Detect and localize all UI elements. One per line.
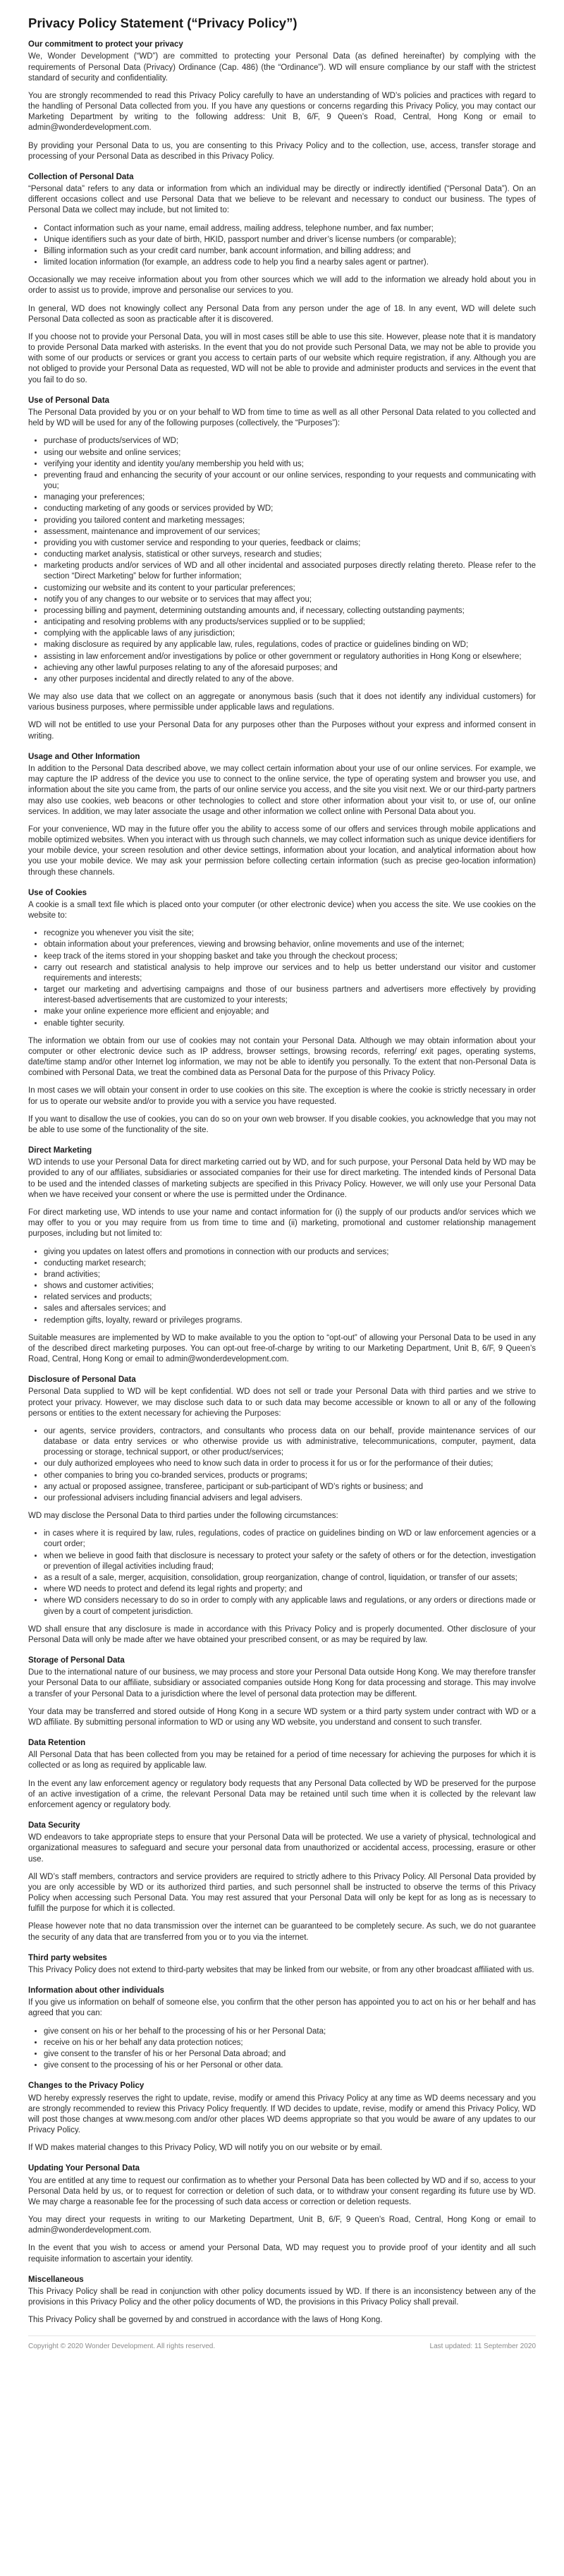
list-item: • conducting market research;: [44, 1258, 536, 1269]
section-paragraph: For your convenience, WD may in the future offer you the ability to access some of our offers and services through mobile applications and mobile optimized websites. When you interact with us through such channels, we may collect information such as unique device identifiers for your mobile device, your screen resolution and other device settings, information about your location, and analytical information about how you use your mobile device. We may ask your permission before collecting certain information (such as precise geo-location information) through these channels.: [28, 825, 536, 877]
section-heading: Data Retention: [28, 1739, 86, 1748]
section-paragraph: This Privacy Policy shall be governed by and construed in accordance with the laws of Hong Kong.: [28, 2316, 383, 2325]
list-item: • our professional advisers including financial advisers and legal advisers.: [44, 1493, 536, 1504]
list-item: • redemption gifts, loyalty, reward or privileges programs.: [44, 1316, 536, 1326]
list-item: • give consent to the transfer of his or her Personal Data abroad; and: [44, 2049, 536, 2060]
list-item: • any other purposes incidental and directly related to any of the above.: [44, 674, 536, 685]
section-paragraph: Suitable measures are implemented by WD to make available to you the option to “opt-out” of allowing your Personal Data to be used in any of the described direct marketing purposes. You can opt-out free-of-charge by writing to our Marketing Department, Unit B, 6/F, 9 Queen’s Road, Central, Hong Kong or email to admin@wonderdevelopment.com.: [28, 1333, 536, 1364]
policy-section: [28, 1375, 536, 1646]
section-heading: Use of Cookies: [28, 888, 87, 897]
list-item: • our agents, service providers, contractors, and consultants who process data on our behalf, provide maintenance services of our database or data entry services or who otherwise provide us with administrative, telecommunications, computer, payment, data processing or storage, technical support, or other product/services;: [44, 1426, 536, 1459]
list-item: • give consent on his or her behalf to the processing of his or her Personal Data;: [44, 2027, 536, 2037]
list-item: • marketing products and/or services of WD and all other incidental and associated purposes directly relating thereto. Please refer to the section “Direct Marketing” below for further information;: [44, 561, 536, 582]
bullet-list: [28, 2027, 536, 2072]
section-heading: Use of Personal Data: [28, 396, 110, 405]
list-item: • Billing information such as your credit card number, bank account information, and billing address; and: [44, 246, 536, 257]
bullet-list: [28, 1529, 536, 1617]
list-item: • complying with the applicable laws of any jurisdiction;: [44, 628, 536, 639]
list-item: • recognize you whenever you visit the site;: [44, 928, 536, 939]
page-title: Privacy Policy Statement (“Privacy Policy”): [28, 16, 298, 30]
list-item: • notify you of any changes to our website or to services that may affect you;: [44, 595, 536, 605]
section-heading: Third party websites: [28, 1953, 107, 1962]
list-item: • conducting marketing of any goods or services provided by WD;: [44, 504, 536, 514]
section-heading: Disclosure of Personal Data: [28, 1375, 136, 1385]
section-paragraph: The information we obtain from our use of cookies may not contain your Personal Data. Although we may obtain information about your computer or other electronic device such as IP address, browser settings, browsing records, referring/ exit pages, operating systems, date/time stamp and/or other Internet log information, we may not be able to identify you personally. To the extent that non-Personal Data is combined with Personal Data, we treat the combined data as Personal Data for the purpose of this Privacy Policy.: [28, 1036, 536, 1078]
list-item: • sales and aftersales services; and: [44, 1304, 536, 1314]
list-item: • using our website and online services;: [44, 448, 536, 458]
section-paragraph: We may also use data that we collect on an aggregate or anonymous basis (such that it does not identify any individual customers) for various business purposes, where permissible under applicable laws and regulations.: [28, 693, 536, 712]
list-item: • enable tighter security.: [44, 1019, 536, 1029]
section-paragraph: If you give us information on behalf of someone else, you confirm that the other person has appointed you to act on his or her behalf and has agreed that you can:: [28, 1998, 536, 2018]
policy-section: [28, 2081, 536, 2153]
list-item: • providing you tailored content and marketing messages;: [44, 516, 536, 526]
list-item: • Unique identifiers such as your date of birth, HKID, passport number and driver’s license numbers (or comparable);: [44, 235, 536, 245]
list-item: • make your online experience more efficient and enjoyable; and: [44, 1007, 536, 1017]
section-heading: Direct Marketing: [28, 1146, 92, 1155]
section-paragraph: We, Wonder Development (“WD”) are committed to protecting your Personal Data (as defined hereinafter) by complying with the requirements of Personal Data (Privacy) Ordinance (Cap. 486) (the “Ordinance”). WD will ensure compliance by our staff with the strictest standard of security and confidentiality.: [28, 52, 536, 83]
section-heading: Our commitment to protect your privacy: [28, 40, 183, 49]
list-item: • making disclosure as required by any applicable law, rules, regulations, codes of practice or guidelines binding on WD;: [44, 640, 536, 650]
list-item: • verifying your identity and identity you/any membership you held with us;: [44, 459, 536, 470]
section-paragraph: This Privacy Policy shall be read in conjunction with other policy documents issued by WD. If there is an inconsistency between any of the provisions in this Privacy Policy and the other policy documents of WD, the provisions in this Privacy Policy shall prevail.: [28, 2287, 536, 2307]
list-item: • obtain information about your preferences, viewing and browsing behavior, online movements and use of the internet;: [44, 940, 536, 950]
section-paragraph: If WD makes material changes to this Privacy Policy, WD will notify you on our website or by email.: [28, 2144, 383, 2153]
policy-section: [28, 2163, 536, 2264]
section-paragraph: If you want to disallow the use of cookies, you can do so on your own web browser. If you disable cookies, you acknowledge that you may not be able to use some of the functionality of the site.: [28, 1114, 536, 1134]
section-heading: Information about other individuals: [28, 1986, 164, 1995]
section-paragraph: In the event any law enforcement agency or regulatory body requests that any Personal Data collected by WD be preserved for the purpose of an active investigation of a crime, the relevant Personal Data may be retained until such time when it is collected by the relevant law enforcement agency or regulatory body.: [28, 1779, 536, 1809]
list-item: • processing billing and payment, determining outstanding amounts and, if necessary, collecting outstanding payments;: [44, 606, 536, 616]
list-item: • our duly authorized employees who need to know such data in order to process it for us or for the performance of their duties;: [44, 1459, 536, 1469]
section-heading: Updating Your Personal Data: [28, 2164, 140, 2173]
list-item: • carry out research and statistical analysis to help improve our services and to help us better understand our visitor and customer requirements and interests;: [44, 963, 536, 984]
section-paragraph: If you choose not to provide your Personal Data, you will in most cases still be able to use this site. However, please note that it is mandatory to provide Personal Data marked with asterisks. In the event that you do not provide such Personal Data, we may not be able to provide you with some of our products or services or grant you access to certain parts of our website which require registration, if any. Although you are not obliged to provide your Personal Data as requested, WD will not be able to provide and administer products and services in the event that you fail to do so.: [28, 332, 536, 384]
list-item: • brand activities;: [44, 1270, 536, 1280]
policy-section: [28, 1738, 536, 1811]
section-paragraph: You are entitled at any time to request our confirmation as to whether your Personal Data has been collected by WD and if so, access to your Personal Data held by us, or to request for correction or deletion of such data, or to withdraw your consent regarding its future use by WD. We may charge a reasonable fee for the processing of such data access or correction or deletion requests.: [28, 2176, 536, 2206]
list-item: • as a result of a sale, merger, acquisition, consolidation, group reorganization, change of control, liquidation, or transfer of our assets;: [44, 1573, 536, 1584]
section-paragraph: WD hereby expressly reserves the right to update, revise, modify or amend this Privacy Policy at any time as WD deems necessary and you are strongly recommended to review this Privacy Policy frequently. If WD decides to update, revise, modify or amend this Privacy Policy, WD will post those changes at www.mesong.com and/or other places WD deems appropriate so that you would be aware of any updates to our Privacy Policy.: [28, 2094, 536, 2135]
list-item: • purchase of products/services of WD;: [44, 436, 536, 446]
last-updated-text: Last updated: 11 September 2020: [429, 2343, 536, 2351]
section-paragraph: In the event that you wish to access or amend your Personal Data, WD may request you to provide proof of your identity and all such requisite information to ascertain your identity.: [28, 2244, 536, 2264]
page-footer: [28, 2335, 536, 2359]
section-paragraph: Occasionally we may receive information about you from other sources which we will add to the information we already hold about you in order to assist us to provide, improve and personalise our services to you.: [28, 276, 536, 296]
list-item: • anticipating and resolving problems with any products/services supplied or to be supplied;: [44, 617, 536, 628]
section-paragraph: In addition to the Personal Data described above, we may collect certain information about your use of our online services. For example, we may capture the IP address of the device you use to connect to the online service, the type of operating system and browser you use, and information about the site you came from, the parts of our online service you access, and the site you visit next. We or our third-party partners may also use cookies, web beacons or other technologies to collect and store other information about your visit to, or use of, our online services. In addition, we may later associate the usage and other information we collect online with Personal Data about you.: [28, 764, 536, 816]
policy-section: [28, 1146, 536, 1365]
section-paragraph: WD intends to use your Personal Data for direct marketing carried out by WD, and for such purpose, your Personal Data held by WD may be provided to any of our affiliates, subsidiaries or associated companies for their use for direct marketing. The intended kinds of Personal Data to be used and the intended classes of marketing subjects are specified in this Privacy Policy. However, we will only use your Personal Data when we have received your consent or where the use is permitted under the Ordinance.: [28, 1158, 536, 1199]
section-paragraph: You may direct your requests in writing to our Marketing Department, Unit B, 6/F, 9 Queen’s Road, Central, Hong Kong or email to admin@wonderdevelopment.com.: [28, 2216, 536, 2235]
section-paragraph: “Personal data” refers to any data or information from which an individual may be directly or indirectly identified (“Personal Data”). On an different occasions collect and use Personal Data that we believe to be relevant and necessary to conduct our business. The types of Personal Data we collect may include, but not limited to:: [28, 185, 536, 215]
policy-section: [28, 1953, 536, 1976]
list-item: • when we believe in good faith that disclosure is necessary to protect your safety or the safety of others or for the detection, investigation or prevention of illegal activities including fraud;: [44, 1551, 536, 1572]
list-item: • where WD needs to protect and defend its legal rights and property; and: [44, 1584, 536, 1595]
list-item: • giving you updates on latest offers and promotions in connection with our products and services;: [44, 1247, 536, 1258]
list-item: • Contact information such as your name, email address, mailing address, telephone number, and fax number;: [44, 224, 536, 234]
bullet-list: [28, 1247, 536, 1326]
policy-section: [28, 752, 536, 878]
list-item: • preventing fraud and enhancing the security of your account or our online services, responding to your requests and communicating with you;: [44, 470, 536, 492]
list-item: • assisting in law enforcement and/or investigations by police or other government or regulatory authorities in Hong Kong or elsewhere;: [44, 652, 536, 662]
list-item: • managing your preferences;: [44, 492, 536, 503]
section-paragraph: You are strongly recommended to read this Privacy Policy carefully to have an understanding of WD’s policies and practices with regard to the handling of Personal Data collected from you. If you have any questions or concerns regarding this Privacy Policy, you may contact our Marketing Department by writing to the following address: Unit B, 6/F, 9 Queen’s Road, Central, Hong Kong or email to admin@wonderdevelopment.com.: [28, 91, 536, 133]
list-item: • target our marketing and advertising campaigns and those of our business partners and advertisers more effectively by providing interest-based advertisements that are customized to your interests;: [44, 985, 536, 1006]
section-heading: Usage and Other Information: [28, 752, 140, 761]
bullet-list: [28, 436, 536, 685]
section-heading: Collection of Personal Data: [28, 172, 134, 181]
copyright-text: Copyright © 2020 Wonder Development. All rights reserved.: [28, 2343, 216, 2351]
list-item: • limited location information (for example, an address code to help you find a nearby sales agent or partner).: [44, 257, 536, 268]
list-item: • shows and customer activities;: [44, 1281, 536, 1292]
section-paragraph: By providing your Personal Data to us, you are consenting to this Privacy Policy and to the collection, use, access, transfer storage and processing of your Personal Data as described in this Privacy Policy.: [28, 141, 536, 161]
section-paragraph: All WD’s staff members, contractors and service providers are required to strictly adhere to this Privacy Policy. All Personal Data provided by you are only accessible by WD or its authorized third parties, and such personnel shall be instructed to observe the terms of this Privacy Policy when accessing such Personal Data. You may rest assured that your Personal Data will only be kept for as long as is necessary to fulfill the purpose for which it is collected.: [28, 1872, 536, 1914]
list-item: • providing you with customer service and responding to your queries, feedback or claims;: [44, 538, 536, 549]
list-item: • receive on his or her behalf any data protection notices;: [44, 2038, 536, 2048]
list-item: • where WD considers necessary to do so in order to comply with any applicable laws and regulations, or any orders or directions made or given by a court of competent jurisdiction.: [44, 1596, 536, 1617]
section-paragraph: The Personal Data provided by you or on your behalf to WD from time to time as well as all other Personal Data related to you collected and held by WD will be used for any of the following purposes (collectively, the “Purposes”):: [28, 408, 536, 428]
list-item: • in cases where it is required by law, rules, regulations, codes of practice on guidelines binding on WD or law enforcement agencies or a court order;: [44, 1529, 536, 1550]
section-paragraph: In general, WD does not knowingly collect any Personal Data from any person under the age of 18. In any event, WD will delete such Personal Data collected as soon as practicable after it is discovered.: [28, 304, 536, 324]
policy-section: [28, 2275, 536, 2326]
section-heading: Data Security: [28, 1821, 80, 1830]
policy-section: [28, 1821, 536, 1943]
bullet-list: [28, 224, 536, 269]
list-item: • assessment, maintenance and improvement of our services;: [44, 527, 536, 537]
bullet-list: [28, 928, 536, 1029]
list-item: • any actual or proposed assignee, transferee, participant or sub-participant of WD’s rights or business; and: [44, 1482, 536, 1493]
section-paragraph: WD shall ensure that any disclosure is made in accordance with this Privacy Policy and is properly documented. Other disclosure of your Personal Data will only be made after we have obtained your prescribed consent, or as may be required by law.: [28, 1624, 536, 1644]
section-heading: Miscellaneous: [28, 2275, 84, 2284]
policy-section: [28, 396, 536, 742]
list-item: • customizing our website and its content to your particular preferences;: [44, 583, 536, 594]
section-paragraph: For direct marketing use, WD intends to use your name and contact information for (i) the supply of our products and/or services which we may offer to you or you may require from us from time to time and (ii) marketing, promotional and customer relationship management purposes, including but not limited to:: [28, 1208, 536, 1239]
section-paragraph: In most cases we will obtain your consent in order to use cookies on this site. The exception is where the cookie is strictly necessary in order for us to operate our website and/or to provide you with a service you have requested.: [28, 1086, 536, 1106]
section-paragraph: All Personal Data that has been collected from you may be retained for a period of time necessary for achieving the purposes for which it is collected or as long as required by applicable law.: [28, 1751, 536, 1770]
policy-section: [28, 1986, 536, 2071]
policy-section: [28, 1655, 536, 1728]
list-item: • give consent to the processing of his or her Personal or other data.: [44, 2060, 536, 2071]
list-item: • other companies to bring you co-branded services, products or programs;: [44, 1471, 536, 1481]
section-paragraph: WD may disclose the Personal Data to third parties under the following circumstances:: [28, 1512, 338, 1521]
list-item: • keep track of the items stored in your shopping basket and take you through the checkout process;: [44, 952, 536, 962]
list-item: • conducting market analysis, statistical or other surveys, research and studies;: [44, 549, 536, 560]
section-paragraph: WD endeavors to take appropriate steps to ensure that your Personal Data will be protected. We use a variety of physical, technological and organizational measures to safeguard and secure your personal data from unauthorized or accidental access, processing, erasure or other use.: [28, 1833, 536, 1864]
section-paragraph: This Privacy Policy does not extend to third-party websites that may be linked from our website, or from any other broadcast affiliated with us.: [28, 1965, 534, 1974]
section-paragraph: Your data may be transferred and stored outside of Hong Kong in a secure WD system or a third party system under contract with WD or a WD affiliate. By submitting personal information to WD or using any WD website, you understand and consent to such transfer.: [28, 1707, 536, 1727]
list-item: • achieving any other lawful purposes relating to any of the aforesaid purposes; and: [44, 663, 536, 674]
policy-section: [28, 172, 536, 386]
section-paragraph: Please however note that no data transmission over the internet can be guaranteed to be completely secure. As such, we do not guarantee the security of any data that are transferred from you or to you via the internet.: [28, 1922, 536, 1942]
policy-section: [28, 888, 536, 1136]
section-paragraph: Due to the international nature of our business, we may process and store your Personal Data outside Hong Kong. We may therefore transfer your Personal Data to our affiliate, subsidiary or associated companies outside Hong Kong for data processing and storage. This may involve a transfer of your Personal Data to a jurisdiction where the level of personal data protection may be different.: [28, 1668, 536, 1699]
policy-section: [28, 40, 536, 162]
section-paragraph: Personal Data supplied to WD will be kept confidential. WD does not sell or trade your Personal Data with third parties and we strive to protect your privacy. However, we may disclose such data to or such data may become accessible or known to all or any of the following persons or entities to the extent necessary for achieving the Purposes:: [28, 1387, 536, 1418]
bullet-list: [28, 1426, 536, 1504]
policy-sections: [28, 40, 536, 2326]
section-heading: Changes to the Privacy Policy: [28, 2082, 145, 2091]
section-paragraph: A cookie is a small text file which is placed onto your computer (or other electronic device) when you access the site. We use cookies on the website to:: [28, 900, 536, 921]
list-item: • related services and products;: [44, 1292, 536, 1303]
section-heading: Storage of Personal Data: [28, 1656, 125, 1665]
section-paragraph: WD will not be entitled to use your Personal Data for any purposes other than the Purposes without your express and informed consent in writing.: [28, 721, 536, 741]
